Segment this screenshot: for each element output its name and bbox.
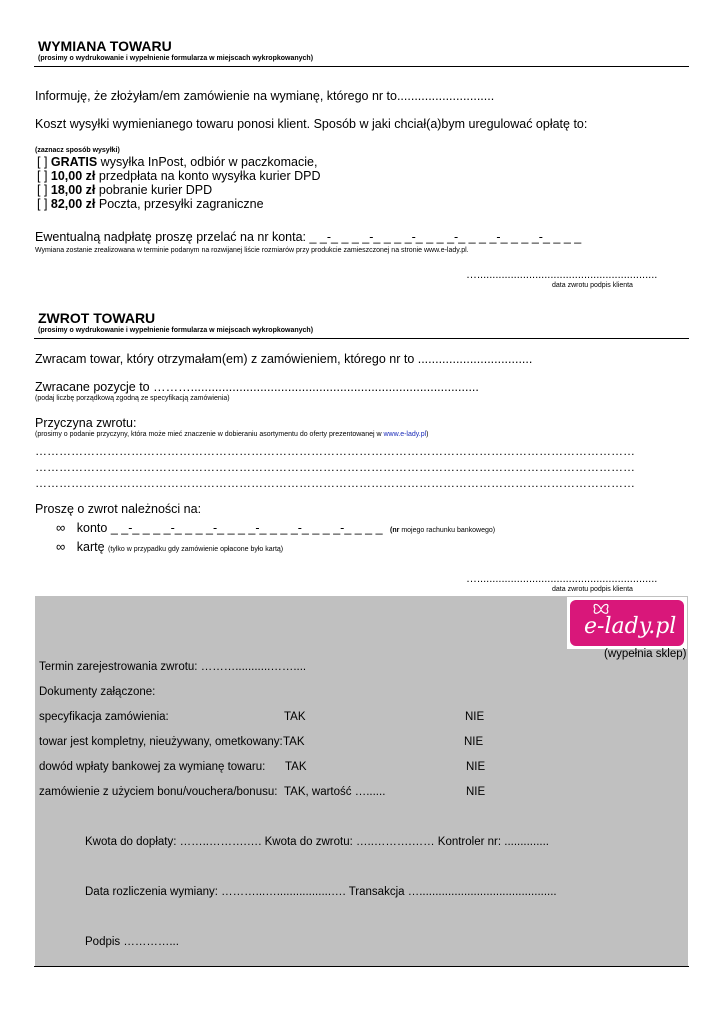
exchange-signature-label: data zwrotu podpis klienta [552,282,633,289]
register-term[interactable]: Termin zarejestrowania zwrotu: ………...........…….... [39,661,307,673]
doc-row-no[interactable]: NIE [466,761,486,773]
doc-row-no[interactable]: NIE [466,786,486,798]
return-signature-field[interactable]: …........................................................... [466,573,658,585]
exchange-shipping-hint: (zaznacz sposób wysyłki) [35,147,120,154]
refund-account-row: ∞ konto _ _-_ _ _ _-_ _ _ _-_ _ _ _-_ _ _ _-_ _ _ _-_ _ _ _ (nr mojego rachunku bankowego) [56,520,496,535]
doc-row-yes[interactable]: TAK [283,736,305,748]
infinity-bullet-icon: ∞ [56,520,66,535]
logo-text: e-lady.pl [584,614,677,639]
shop-section [35,596,688,966]
refund-label: Proszę o zwrot należności na: [35,502,202,516]
refund-card-row [56,539,283,554]
return-title: ZWROT TOWARU [38,310,156,326]
return-reason-hint: (prosimy o podanie przyczyny, która może mieć znaczenie w dobieraniu asortymentu do oferty prezentowanej w www.e-lady.pl) [35,431,429,438]
documents-label: Dokumenty załączone: [39,686,156,698]
doc-row-label: towar jest kompletny, nieużywany, ometkowany: [39,736,283,748]
option-price: 10,00 zł [50,169,96,183]
option-desc: przedpłata na konto wysyłka kurier DPD [95,169,321,183]
reason-line-1[interactable]: …………………………………………………………………………………………………………………………………… [35,444,635,458]
return-items-hint: (podaj liczbę porządkową zgodną ze specyfikacją zamówienia) [35,395,230,402]
option-price: 18,00 zł [50,183,96,197]
option-price: 82,00 zł [50,197,96,211]
reason-line-2[interactable]: …………………………………………………………………………………………………………………………………… [35,460,635,474]
option-price: GRATIS [50,155,98,169]
shop-logo [567,597,687,649]
return-items-line[interactable]: Zwracane pozycje to ………................................................................................... [35,380,479,394]
option-checkbox[interactable]: [ ] [37,197,48,211]
doc-row-yes[interactable]: TAK [284,711,306,723]
shipping-option-cod[interactable] [37,183,212,197]
realization-note: Wymiana zostanie zrealizowana w terminie podanym na rozwijanej liście rozmiarów przy produkcie zamieszczonej na stronie www.e-lady.pl. [35,247,469,254]
doc-row-label: dowód wpłaty bankowej za wymianę towaru: [39,761,266,773]
reason-line-3[interactable]: …………………………………………………………………………………………………………………………………… [35,476,635,490]
exchange-signature-field[interactable]: …........................................................... [466,269,658,281]
exchange-subtitle: (prosimy o wydrukowanie i wypełnienie formularza w miejscach wykropkowanych) [38,55,314,62]
shop-signature-line[interactable]: Podpis …………... [85,936,179,948]
doc-row-no[interactable]: NIE [465,711,485,723]
payment-line[interactable]: Kwota do dopłaty: ……..……….…. Kwota do zwrotu: …..……….…… Kontroler nr: .............. [85,836,549,848]
shipping-option-post[interactable] [37,197,264,211]
option-desc: Poczta, przesyłki zagraniczne [95,197,264,211]
overpayment-account-field[interactable]: _ _-_ _ _ _-_ _ _ _-_ _ _ _-_ _ _ _-_ _ _ _-_ _ _ _ [306,230,582,244]
exchange-shipping-cost: Koszt wysyłki wymienianego towaru ponosi klient. Sposób w jaki chciał(a)bym uregulować opłatę to: [35,117,588,131]
doc-row-label: specyfikacja zamówienia: [39,711,169,723]
account-option-label[interactable]: konto [76,521,108,535]
return-rule [34,338,689,339]
shop-fill-note: (wypełnia sklep) [604,648,687,660]
exchange-order-line[interactable]: Informuję, że złożyłam/em zamówienie na wymianę, którego nr to............................ [35,89,495,103]
return-signature-label: data zwrotu podpis klienta [552,586,633,593]
card-note: (tylko w przypadku gdy zamówienie opłacone było kartą) [108,546,284,553]
shipping-option-gratis[interactable] [37,155,317,169]
option-desc: pobranie kurier DPD [95,183,213,197]
exchange-rule [34,66,689,67]
doc-row-yes[interactable]: TAK [285,761,307,773]
option-desc: wysyłka InPost, odbiór w paczkomacie, [97,155,318,169]
option-checkbox[interactable]: [ ] [37,155,48,169]
doc-row-yes[interactable]: TAK, wartość …...... [284,786,386,798]
doc-row-no[interactable]: NIE [464,736,484,748]
option-checkbox[interactable]: [ ] [37,169,48,183]
settlement-line[interactable]: Data rozliczenia wymiany: ………...….................…. Transakcja …........................................... [85,886,557,898]
shop-bottom-rule [34,966,689,967]
overpayment-label: Ewentualną nadpłatę proszę przelać na nr konta: [35,230,307,244]
exchange-title: WYMIANA TOWARU [38,38,172,54]
option-checkbox[interactable]: [ ] [37,183,48,197]
return-order-line[interactable]: Zwracam towar, który otrzymałam(em) z zamówieniem, którego nr to ................................. [35,352,533,366]
doc-row-label: zamówienie z użyciem bonu/vouchera/bonusu: [39,786,278,798]
shipping-option-prepaid[interactable] [37,169,321,183]
card-option-label[interactable]: kartę [76,540,105,554]
return-subtitle: (prosimy o wydrukowanie i wypełnienie formularza w miejscach wykropkowanych) [38,327,314,334]
shop-link[interactable]: www.e-lady.pl [383,431,427,438]
infinity-bullet-icon: ∞ [56,539,66,554]
overpayment-line [35,230,581,244]
return-reason-label: Przyczyna zwrotu: [35,416,137,430]
refund-account-field[interactable]: _ _-_ _ _ _-_ _ _ _-_ _ _ _-_ _ _ _-_ _ _ _-_ _ _ _ [107,521,383,535]
